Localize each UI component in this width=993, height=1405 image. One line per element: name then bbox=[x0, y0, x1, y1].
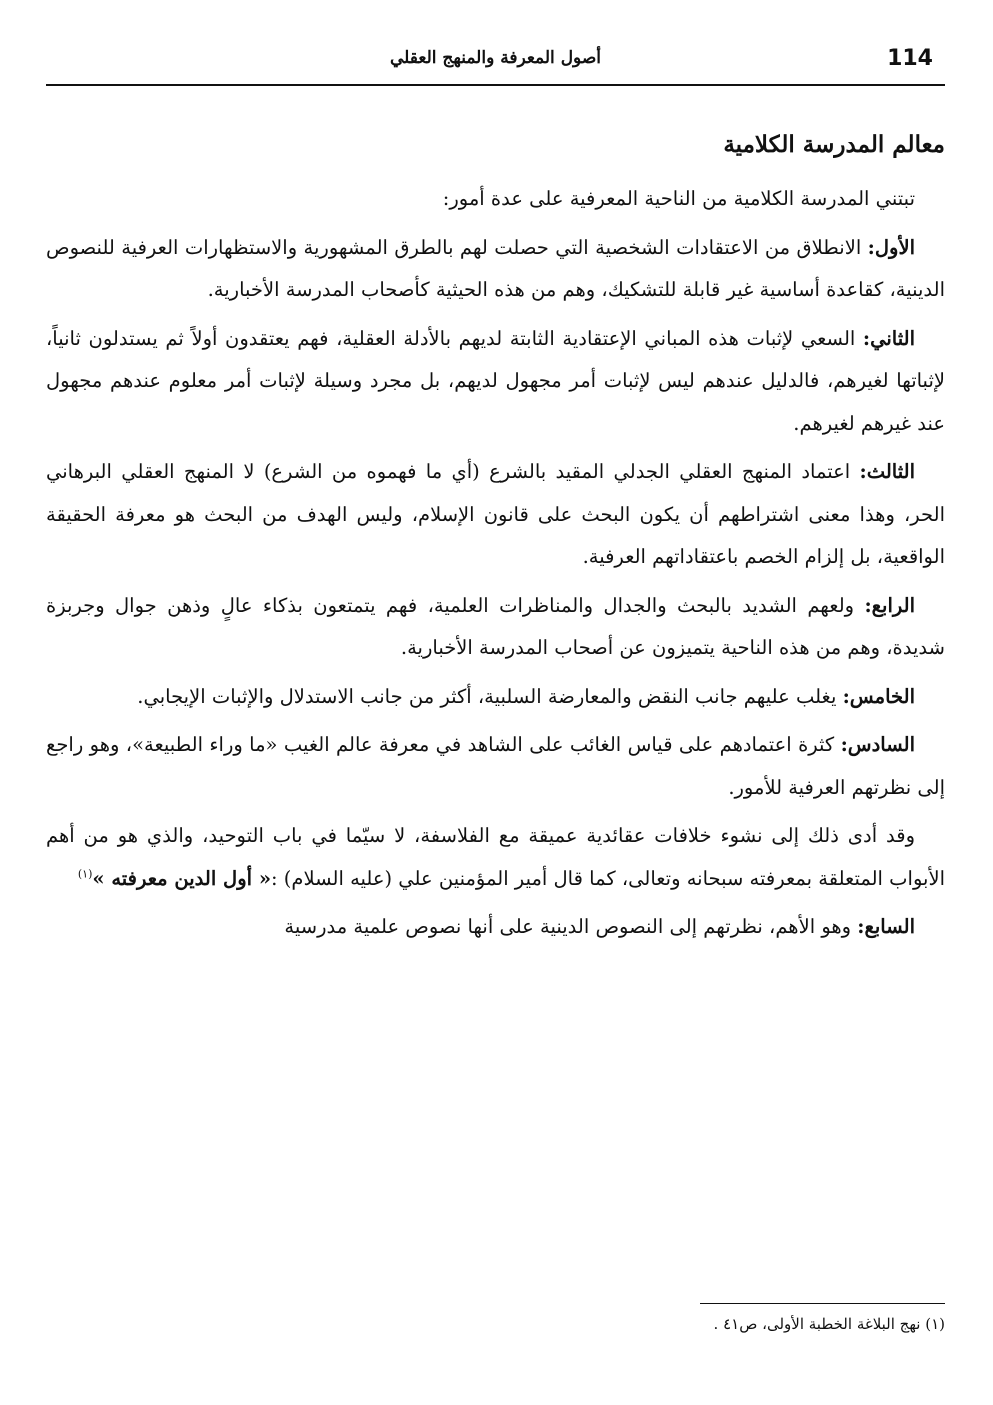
item-first bbox=[46, 227, 945, 312]
item-lead: الخامس: bbox=[842, 684, 915, 708]
item-lead: الأول: bbox=[867, 235, 915, 259]
running-title: أصول المعرفة والمنهج العقلي bbox=[390, 48, 601, 68]
item-third bbox=[46, 451, 945, 579]
item-lead: الثاني: bbox=[862, 326, 915, 350]
quote-text: « أول الدين معرفته » bbox=[92, 866, 272, 890]
section-title: معالم المدرسة الكلامية bbox=[723, 131, 945, 158]
page-header bbox=[46, 40, 945, 86]
item-sixth bbox=[46, 724, 945, 809]
item-text: ولعهم الشديد بالبحث والجدال والمناظرات العلمية، فهم يتمتعون بذكاء عالٍ وذهن جوال وجربزة شديدة، وهم من هذه الناحية يتميزون عن أصحاب المدرسة الأخبارية. bbox=[46, 593, 945, 659]
item-lead: الثالث: bbox=[859, 460, 915, 483]
closing-paragraph bbox=[46, 815, 945, 900]
closing-text: وقد أدى ذلك إلى نشوء خلافات عقائدية عميقة مع الفلاسفة، لا سيّما في باب التوحيد، والذي هو من أهم الأبواب المتعلقة بمعرفته سبحانه وتعالى، كما قال أمير المؤمنين علي (عليه السلام) : bbox=[46, 824, 945, 890]
item-seventh bbox=[46, 906, 945, 949]
item-text: يغلب عليهم جانب النقض والمعارضة السلبية، أكثر من جانب الاستدلال والإثبات الإيجابي. bbox=[137, 684, 843, 708]
item-fifth bbox=[46, 676, 945, 719]
item-lead: الرابع: bbox=[864, 593, 915, 617]
item-text: الانطلاق من الاعتقادات الشخصية التي حصلت لهم بالطرق المشهورية والاستظهارات العرفية للنصوص الدينية، كقاعدة أساسية غير قابلة للتشكيك، وهم من هذه الحيثية كأصحاب المدرسة الأخبارية. bbox=[46, 235, 945, 301]
page-body bbox=[46, 120, 945, 955]
footnote: (١) نهج البلاغة الخطبة الأولى، ص٤١ . bbox=[713, 1315, 945, 1333]
item-fourth bbox=[46, 585, 945, 670]
item-second bbox=[46, 318, 945, 446]
item-text: وهو الأهم، نظرتهم إلى النصوص الدينية على أنها نصوص علمية مدرسية bbox=[284, 915, 858, 938]
footnote-rule bbox=[700, 1303, 945, 1304]
item-text: السعي لإثبات هذه المباني الإعتقادية الثابتة لديهم بالأدلة العقلية، فهم يعتقدون أولاً ثم يستدلون ثانياً، لإثباتها لغيرهم، فالدليل عندهم ليس لإثبات أمر مجهول لديهم، بل مجرد وسيلة لإثبات أمر معلوم عندهم مجهول عند غيرهم لغيرهم. bbox=[46, 326, 945, 435]
item-lead: السادس: bbox=[840, 733, 915, 756]
header-rule bbox=[46, 84, 945, 86]
item-lead: السابع: bbox=[857, 915, 915, 938]
page-number: 114 bbox=[887, 46, 933, 71]
item-text: اعتماد المنهج العقلي الجدلي المقيد بالشرع (أي ما فهموه من الشرع) لا المنهج العقلي البرهاني الحر، وهذا معنى اشتراطهم أن يكون البحث على قانون الإسلام، وليس الهدف من البحث هو معرفة الحقيقة الواقعية، بل إلزام الخصم باعتقاداتهم العرفية. bbox=[46, 460, 945, 568]
item-text: كثرة اعتمادهم على قياس الغائب على الشاهد في معرفة عالم الغيب «ما وراء الطبيعة»، وهو راجع إلى نظرتهم العرفية للأمور. bbox=[46, 733, 945, 799]
intro-paragraph: تبتني المدرسة الكلامية من الناحية المعرفية على عدة أمور: bbox=[442, 187, 915, 210]
footnote-reference: (١) bbox=[77, 867, 93, 880]
